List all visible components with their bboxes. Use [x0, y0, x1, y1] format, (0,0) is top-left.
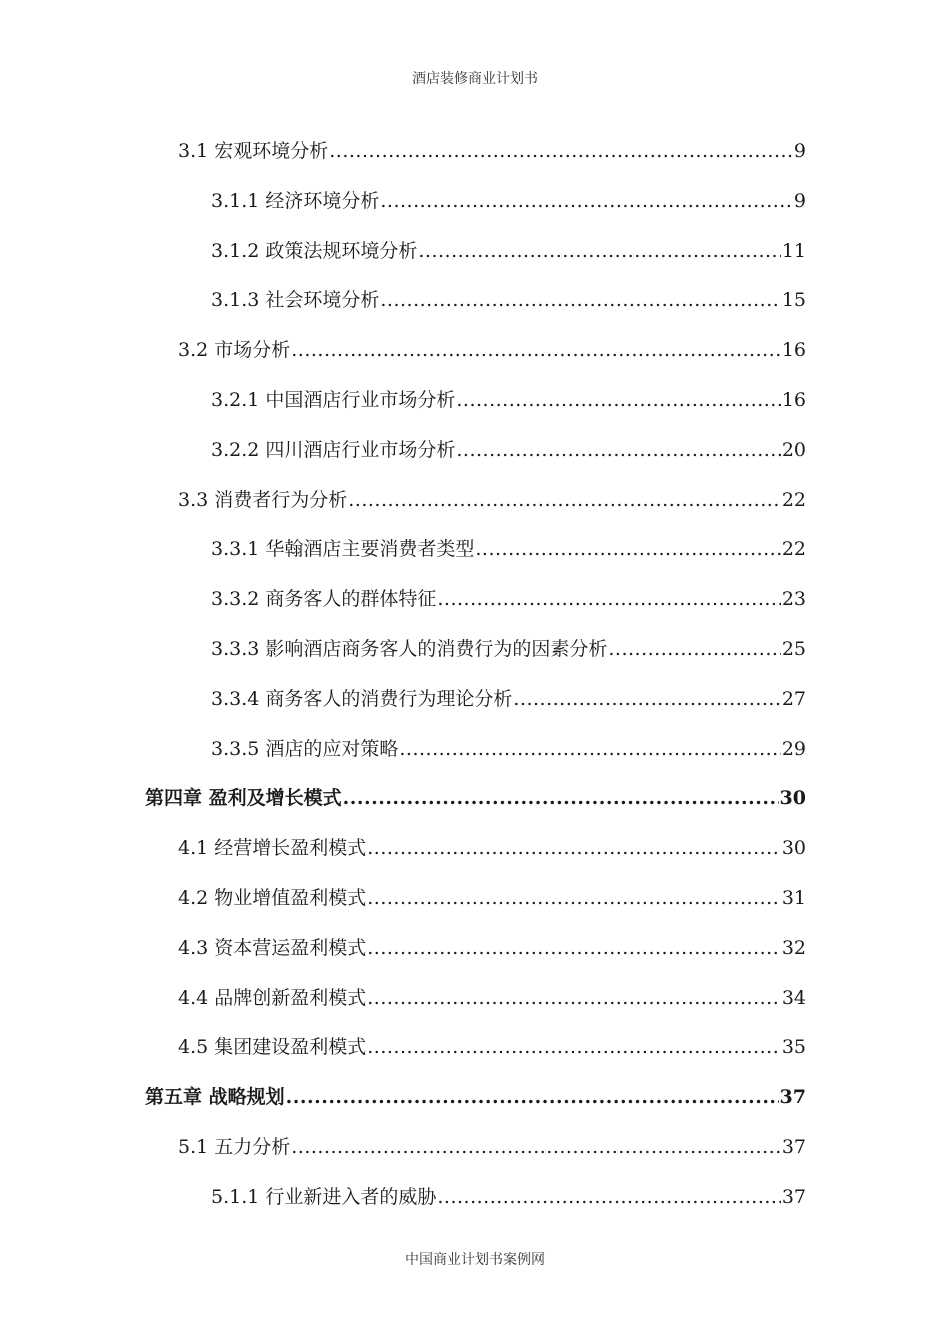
toc-entry[interactable] [178, 475, 806, 525]
toc-dot-leader [475, 524, 780, 574]
toc-entry-page-number: 37 [781, 1136, 806, 1158]
page-header: 酒店装修商业计划书 [412, 71, 538, 87]
toc-entry-title: 3.2 市场分析 [178, 339, 291, 362]
toc-entry-page-number: 29 [781, 737, 806, 760]
toc-entry[interactable] [211, 1172, 806, 1222]
toc-dot-leader [291, 1122, 781, 1172]
toc-entry-title: 4.5 集团建设盈利模式 [178, 1036, 367, 1059]
toc-entry-title: 3.2.2 四川酒店行业市场分析 [211, 438, 456, 461]
toc-entry[interactable] [211, 275, 806, 325]
toc-dot-leader [367, 923, 781, 973]
toc-dot-leader [343, 773, 779, 823]
toc-entry[interactable] [178, 1122, 806, 1172]
toc-entry[interactable] [178, 823, 806, 873]
toc-entry[interactable] [145, 1072, 806, 1122]
toc-entry-page-number: 9 [793, 189, 806, 212]
toc-entry-page-number: 20 [781, 438, 806, 461]
toc-dot-leader [367, 973, 781, 1023]
toc-entry-page-number: 27 [781, 687, 806, 710]
toc-entry-page-number: 31 [781, 887, 806, 909]
toc-entry-title: 4.4 品牌创新盈利模式 [178, 986, 367, 1009]
toc-dot-leader [418, 226, 780, 276]
toc-dot-leader [513, 674, 780, 724]
toc-entry-title: 3.3.5 酒店的应对策略 [211, 737, 399, 760]
toc-entry-title: 3.1.2 政策法规环境分析 [211, 239, 418, 262]
toc-entry-page-number: 32 [781, 936, 806, 959]
toc-entry-title: 5.1.1 行业新进入者的威胁 [211, 1185, 437, 1208]
toc-entry[interactable] [178, 923, 806, 973]
toc-dot-leader [399, 724, 780, 774]
toc-entry[interactable] [211, 624, 806, 674]
toc-entry-page-number: 35 [781, 1036, 806, 1059]
toc-dot-leader [348, 475, 781, 525]
toc-entry-title: 3.3.3 影响酒店商务客人的消费行为的因素分析 [211, 638, 608, 660]
toc-entry-page-number: 16 [781, 389, 806, 411]
toc-entry[interactable] [178, 973, 806, 1023]
toc-entry-title: 5.1 五力分析 [178, 1136, 291, 1158]
toc-entry-title: 4.1 经营增长盈利模式 [178, 837, 367, 860]
toc-entry-page-number: 30 [779, 787, 806, 810]
toc-dot-leader [437, 574, 780, 624]
toc-entry[interactable] [178, 126, 806, 176]
toc-entry-title: 3.1 宏观环境分析 [178, 140, 329, 162]
toc-entry[interactable] [211, 674, 806, 724]
toc-entry-page-number: 22 [781, 538, 806, 561]
toc-entry-title: 3.3.4 商务客人的消费行为理论分析 [211, 687, 513, 710]
toc-entry-title: 3.1.1 经济环境分析 [211, 189, 380, 212]
toc-dot-leader [286, 1072, 779, 1122]
toc-entry-page-number: 34 [781, 986, 806, 1009]
toc-entry[interactable] [211, 574, 806, 624]
toc-entry[interactable] [211, 176, 806, 226]
toc-entry-title: 4.3 资本营运盈利模式 [178, 936, 367, 959]
toc-entry[interactable] [178, 873, 806, 923]
toc-entry-page-number: 16 [781, 339, 806, 362]
toc-entry-title: 3.1.3 社会环境分析 [211, 289, 380, 312]
toc-entry[interactable] [211, 226, 806, 276]
toc-entry-title: 3.3.2 商务客人的群体特征 [211, 588, 437, 611]
toc-entry-page-number: 25 [781, 638, 806, 660]
toc-entry-page-number: 37 [781, 1185, 806, 1208]
toc-entry-page-number: 11 [781, 239, 806, 262]
page-footer: 中国商业计划书案例网 [405, 1252, 545, 1268]
toc-entry-page-number: 23 [781, 588, 806, 611]
toc-dot-leader [380, 275, 780, 325]
toc-entry-page-number: 37 [779, 1086, 806, 1109]
toc-entry-title: 3.3 消费者行为分析 [178, 488, 348, 511]
toc-dot-leader [456, 375, 780, 425]
toc-dot-leader [329, 126, 793, 176]
toc-entry[interactable] [211, 724, 806, 774]
toc-entry-title: 4.2 物业增值盈利模式 [178, 887, 367, 909]
toc-entry[interactable] [211, 375, 806, 425]
toc-dot-leader [291, 325, 781, 375]
toc-entry-title: 第四章 盈利及增长模式 [145, 787, 342, 810]
toc-dot-leader [437, 1172, 780, 1222]
toc-entry-page-number: 30 [781, 837, 806, 860]
toc-entry-page-number: 9 [793, 140, 806, 162]
toc-dot-leader [608, 624, 780, 674]
toc-entry[interactable] [211, 425, 806, 475]
toc-entry-title: 3.3.1 华翰酒店主要消费者类型 [211, 538, 475, 561]
toc-dot-leader [380, 176, 793, 226]
toc-entry-title: 3.2.1 中国酒店行业市场分析 [211, 389, 456, 411]
toc-entry[interactable] [211, 524, 806, 574]
toc-entry[interactable] [178, 1022, 806, 1072]
toc-entry-title: 第五章 战略规划 [145, 1086, 285, 1109]
toc-entry-page-number: 15 [781, 289, 806, 312]
toc-dot-leader [367, 1022, 781, 1072]
toc-dot-leader [367, 873, 781, 923]
toc-dot-leader [367, 823, 781, 873]
toc-entry[interactable] [145, 773, 806, 823]
toc-entry-page-number: 22 [781, 488, 806, 511]
toc-dot-leader [456, 425, 780, 475]
toc-entry[interactable] [178, 325, 806, 375]
